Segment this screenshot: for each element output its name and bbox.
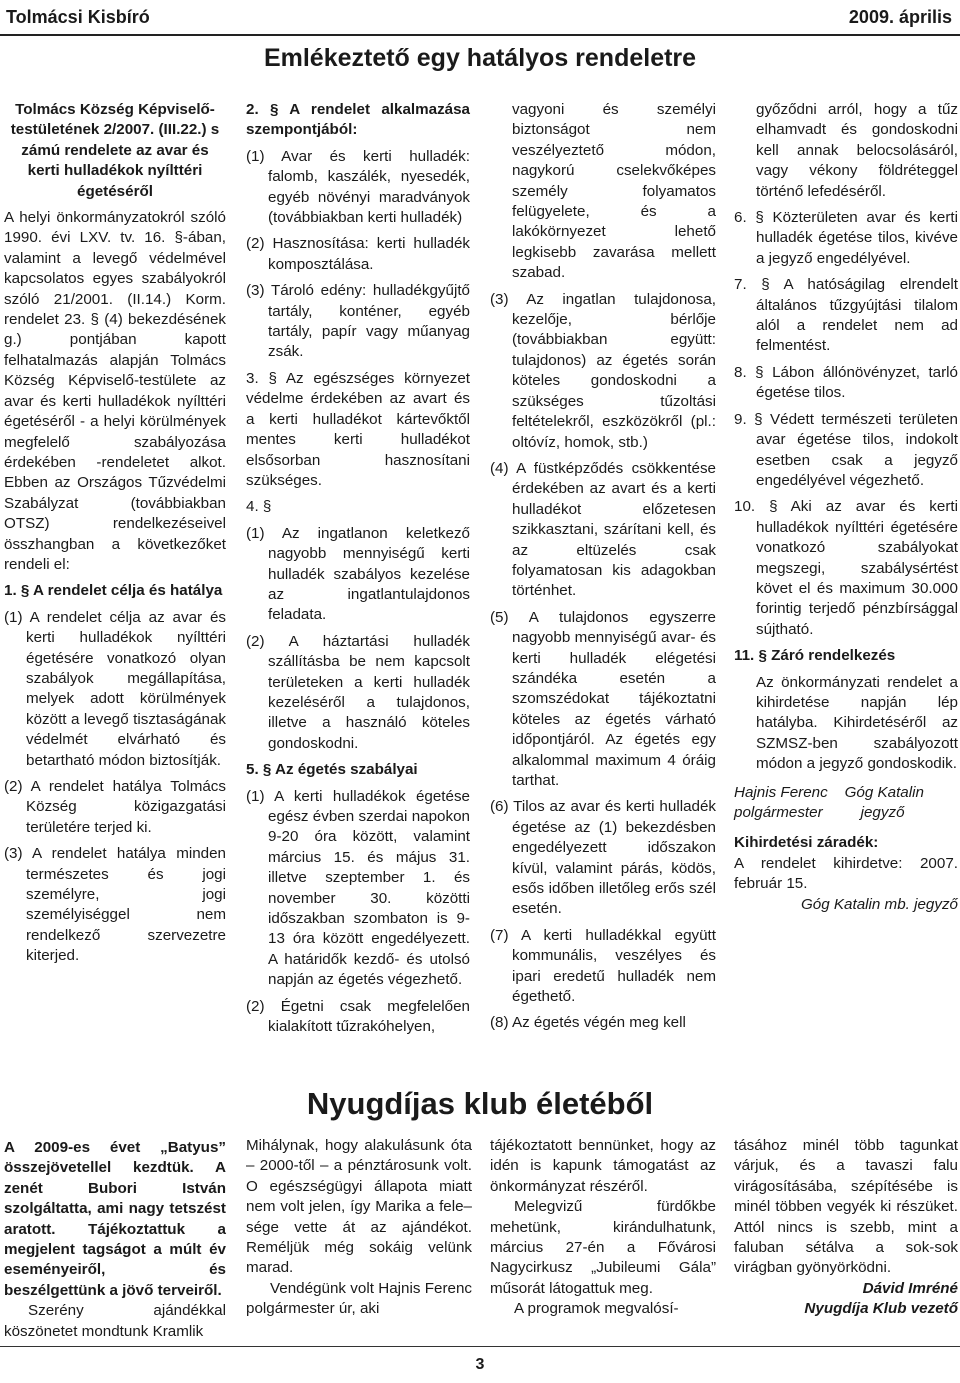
club-column-1 [4,1138,226,1348]
section-9: 9. § Védett természeti területen avar égetése tilos, indokolt esetben csak a jegyző engedélyével végezhető. [734,410,958,489]
column-3 [490,100,716,1040]
section-5-para-4: (4) A füstképződés csökkentése érdekében az avart és a kerti hulladékot előzetesen szikkasztani, szárítani kell, és az eltüzelés csak folyamatosan kis adagokban történhet. [490,459,716,600]
column-2 [246,100,470,1043]
header-rule [0,34,960,36]
section-11-title: 11. § Záró rendelkezés [734,647,896,665]
promulgation-signature: Góg Katalin mb. jegyző [800,895,958,913]
section-10: 10. § Aki az avar és kerti hulladékok nyílttéri égetésére vonatkozó szabályokat megszegi, szabálysértést követ el és maximum 30.000 forintig terjedő pénzbírsággal sújtható. [734,498,958,638]
section-4-para-1: (1) Az ingatlanon keletkező nagyobb mennyiségű kerti hulladék szabályos kezelése az ingatlantulajdonos feladata. [246,524,470,624]
column-4 [734,100,958,921]
section-2-para-1: (1) Avar és kerti hulladék: falomb, kaszálék, nyesedék, egyéb növényi maradványok (továbbiakban kerti hulladék) [246,147,470,227]
section-5-para-2-cont: vagyoni és személyi biztonságot nem veszélyeztető módon, nagykorú cselekvőképes személy folyamatos felügyelete, és a lakókörnyezet lehető legkisebb zavarása mellett szabad. [512,101,716,282]
club-col1-text: Szerény ajándékkal köszönetet mondtunk Kramlik [4,1302,226,1340]
club-col3-para-1: tájékoztatott bennünket, hogy az idén is kapunk támogatást az önkormányzat részéről. [490,1137,716,1195]
section-5-para-2: (2) Égetni csak megfelelően kialakított tűzrakóhelyen, [246,997,470,1036]
section-11-text: Az önkormányzati rendelet a kihirdetése napján lép hatályba. Kihirdetéséről az SZMSZ-ben szabályozott módon a jegyző gondoskodik. [756,673,958,773]
section-6: 6. § Közterületen avar és kerti hulladék égetése tilos, kivéve a jegyző engedélyével. [734,209,958,267]
section-4-title: 4. § [246,498,272,516]
issue-date: 2009. április [848,7,952,27]
section-5-para-3: (3) Az ingatlan tulajdonosa, kezelője, bérlője (továbbiakban együtt: tulajdonos) az égetés során köteles gondoskodni a szükséges tűzoltási feltételekről, eszközökről (pl.: oltóvíz, homok, stb.) [490,290,716,451]
section-2-title: 2. § A rendelet alkalmazása szempontjából: [246,101,470,139]
promulgation-text: A rendelet kihirdetve: 2007. február 15. [734,854,958,893]
club-column-2 [246,1136,472,1326]
club-col3-para-2: Melegvizű fürdőkbe mehetünk, kirándulhatunk, március 27-én a Fővárosi Nagycirkusz „Jubileumi Gála” műsorát látogattuk meg. [490,1198,716,1297]
club-col3-para-3: A programok megvalósí- [514,1300,679,1318]
section-1-para-2: (2) A rendelet hatálya Tolmács Község közigazgatási területére terjed ki. [4,778,226,836]
section-5-para-7: (7) A kerti hulladékkal együtt kommunális, veszélyes és ipari eredetű hulladék nem égethető. [490,926,716,1006]
section-4-para-2: (2) A háztartási hulladék szállításba be nem kapcsolt területeken a kerti hulladék kezeléséről a tulajdonos, illetve a használó köteles gondoskodni. [246,632,470,752]
signature-names: Hajnis Ferenc Góg Katalin [734,783,924,801]
club-intro-bold: A 2009-es évet „Batyus” összejövetellel kezdtük. A zenét Bubori István szolgáltatta, ami nagy tetszést aratott. Tájékoztattuk a megjelent tagságot a múlt év eseményeiről, és beszélgettünk a jövő terveiről. [4,1139,226,1299]
section-5-title: 5. § Az égetés szabályai [246,761,418,779]
club-signature-name: Dávid Imréné [862,1279,958,1297]
page-number: 3 [475,1356,485,1373]
section-5-para-6: (6) Tilos az avar és kerti hulladék égetése az (1) bekezdésben engedélyezett időszakon kívül, valamint párás, ködös, esős időben illetőleg erős szél esetén. [490,798,716,918]
club-col2-para-1: Mihálynak, hogy alakulásunk óta – 2000-től – a pénztárosunk volt. O egészségügyi állapota miatt nem volt jelen, így Marika a fele–sége vette át az ajándékot. Reméljük még sokáig velünk marad. [246,1137,472,1277]
section-1-title: 1. § A rendelet célja és hatálya [4,582,223,600]
promulgation-title: Kihirdetési záradék: [734,834,879,852]
section-1-para-1: (1) A rendelet célja az avar és kerti hulladékok nyílttéri égetésére vonatkozó olyan szabályok megállapítása, melyek adott körülmények között a levegő tisztaságának védelmét elvárható és betartható módon biztosítják. [4,608,226,769]
article-title: Emlékeztető egy hatályos rendeletre [263,44,697,72]
ordinance-intro: A helyi önkormányzatokról szóló 1990. évi LXV. tv. 16. §-ában, valamint a levegő védelmével kapcsolatos egyes szabályokról szóló 21/2001. (II.14.) Korm. rendelet 23. § (4) bekezdésének g.) pontjában kapott felhatalmazás alapján Tolmács Község Képviselő-testülete az avar és kerti hulladékok nyílttéri égetéséről - a helyi körülmények megfelelő szabályozása érdekében -rendeletet alkot. Ebben az Országos Tűzvédelmi Szabályzat (továbbiakban OTSZ) rendelkezéseivel összhangban a következőket rendeli el: [4,209,226,573]
page-header [0,0,960,34]
column-1 [4,100,226,973]
ordinance-heading: Tolmács Község Képviselő-testületének 2/2007. (III.22.) s zámú rendelete az avar és kerti hulladékok nyílttéri égetéséről [10,101,220,200]
club-article-title: Nyugdíjas klub életéből [306,1086,654,1121]
section-5-para-8: (8) Az égetés végén meg kell [490,1014,686,1032]
section-5-para-5: (5) A tulajdonos egyszerre nagyobb mennyiségű avar- és kerti hulladék elégetési szándéka esetén a szomszédokat tájékoztatni köteles az égetés várható időpontjáról. Az égetés egy alkalommal maximum 4 óráig tarthat. [490,608,716,789]
club-col2-para-2: Vendégünk volt Hajnis Ferenc polgármester úr, aki [246,1279,472,1318]
section-7: 7. § A hatóságilag elrendelt általános tűzgyújtási tilalom alól a rendelet nem ad felmentést. [734,276,958,355]
section-8: 8. § Lábon állónövényzet, tarló égetése tilos. [734,363,958,402]
footer-rule [0,1346,960,1347]
club-signature-role: Nyugdíja Klub vezető [804,1300,958,1318]
section-3: 3. § Az egészséges környezet védelme érdekében az avart és a kerti hulladékot kártevőktől mentes kerti hulladékot elsősorban hasznosítani szükséges. [246,369,470,489]
club-column-4 [734,1136,958,1326]
section-2-para-2: (2) Hasznosítása: kerti hulladék komposztálása. [246,235,470,273]
club-col4-para-1: tásához minél több tagunkat várjuk, és a tavaszi falu virágosításába, szépítésébe is minél többen vegyék ki részüket. Attól nincs is szebb, mint a faluban sétálva a sok-sok virágban gyönyörködni. [734,1137,958,1277]
signature-roles: polgármester jegyző [734,804,905,821]
section-1-para-3: (3) A rendelet hatálya minden természetes és jogi személyre, jogi személyiséggel nem rendelkező szervezetre kiterjed. [4,845,226,965]
publication-name: Tolmácsi Kisbíró [6,7,150,27]
club-column-3 [490,1136,716,1326]
section-5-para-8-cont: győződni arról, hogy a tűz elhamvadt és gondoskodni kell annak belocsolásáról, vagy vékony földréteggel történő lefedéséről. [756,101,958,200]
section-2-para-3: (3) Tároló edény: hulladékgyűjtő tartály, konténer, egyéb tartály, papír vagy műanyag zsák. [246,282,470,361]
section-5-para-1: (1) A kerti hulladékok égetése egész évben szerdai napokon 9-20 óra között, valamint március 15. és május 31. illetve szeptember 1. és november 30. közötti időszakban szombaton is 9-13 óra között engedélyezett. A határidők kezdő- és utolsó napján az égetés végezhető. [246,787,470,989]
